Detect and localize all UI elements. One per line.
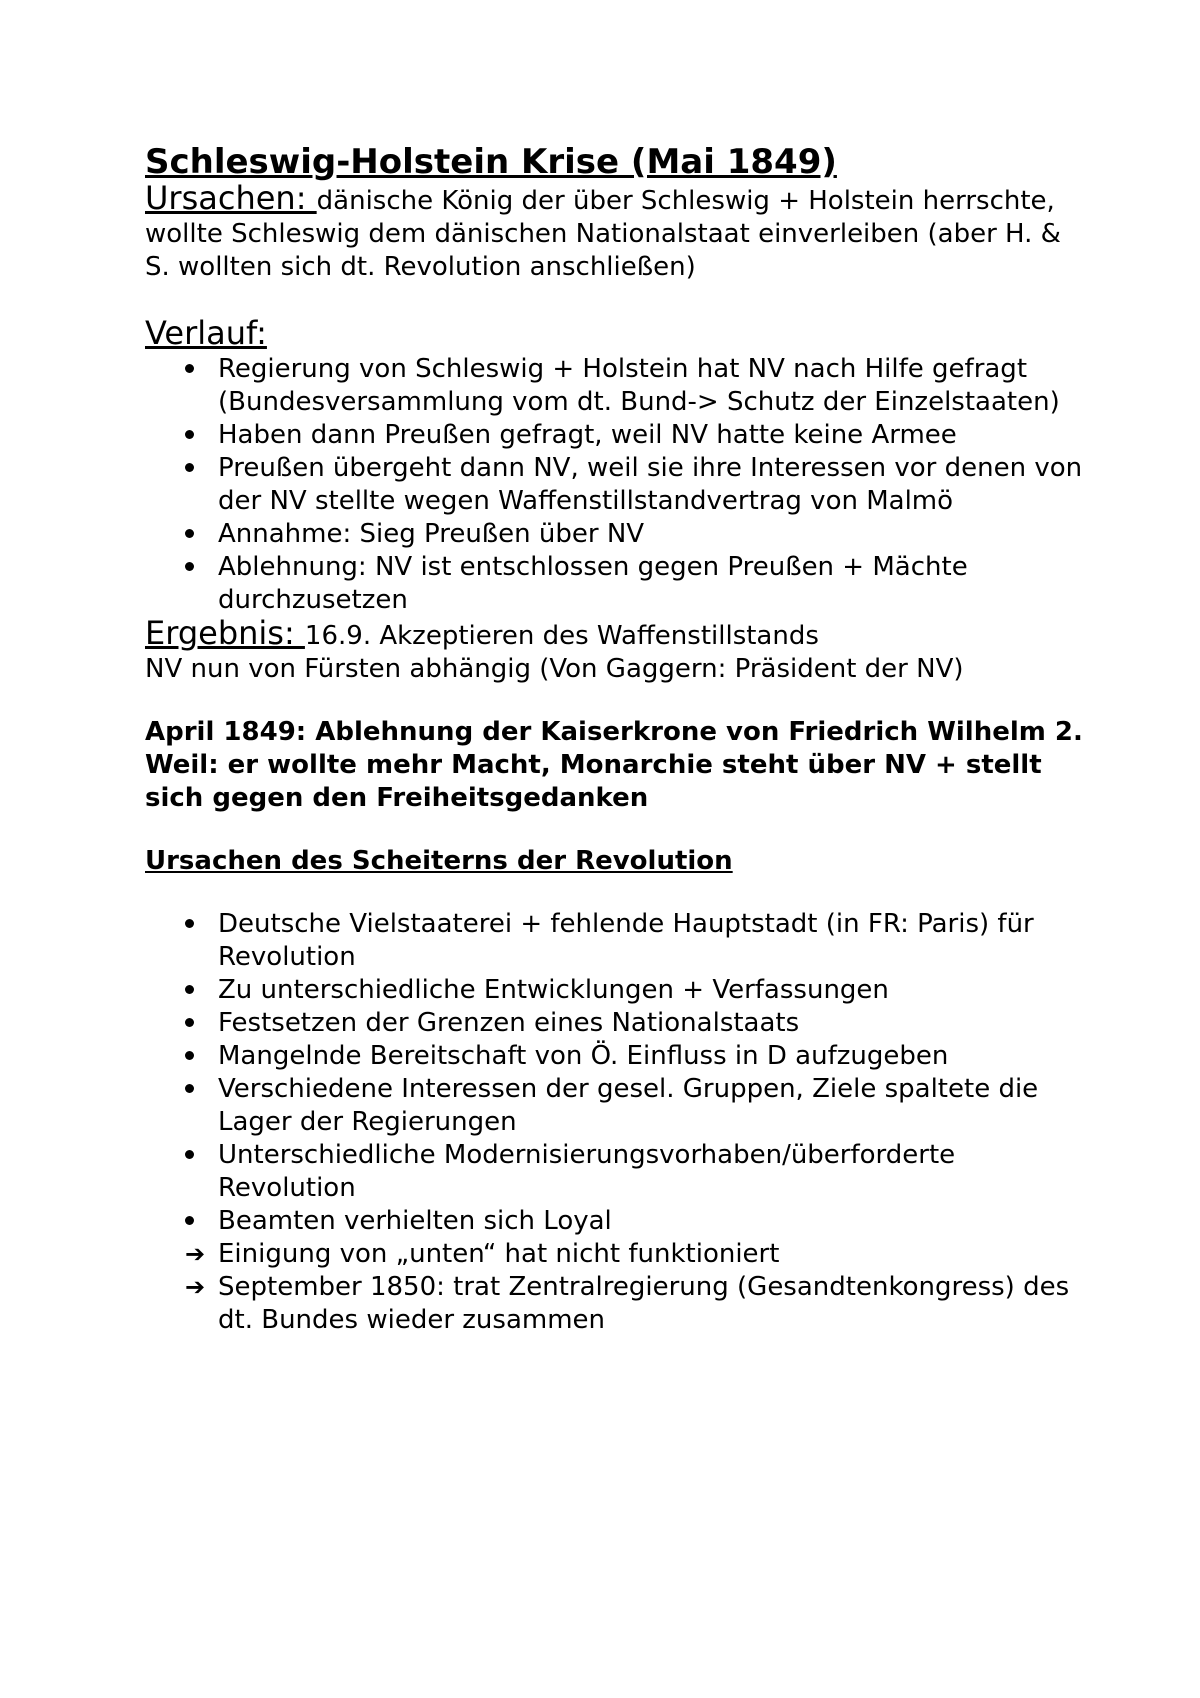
spacer [145, 815, 1085, 845]
april-line-1: April 1849: Ablehnung der Kaiserkrone von Friedrich Wilhelm 2. [145, 717, 1083, 747]
list-item [145, 419, 1085, 452]
list-item [145, 518, 1085, 551]
spacer [145, 284, 1085, 317]
document-title: Schleswig-Holstein Krise (Mai 1849) [145, 142, 837, 182]
list-item-text: Preußen übergeht dann NV, weil sie ihre Interessen vor denen von der NV stellte wegen Waffenstillstandvertrag von Malmö [218, 453, 1083, 516]
scheitern-heading: Ursachen des Scheiterns der Revolution [145, 846, 733, 876]
ursachen-paragraph [145, 179, 1085, 284]
list-item [145, 974, 1085, 1007]
document-page [145, 142, 1085, 1337]
list-item [145, 551, 1085, 617]
arrow-right-icon: ➔ [185, 1240, 206, 1268]
list-item [145, 1073, 1085, 1139]
list-item-text: Beamten verhielten sich Loyal [218, 1206, 612, 1236]
list-item-text: Annahme: Sieg Preußen über NV [218, 519, 645, 549]
list-item-text: Verschiedene Interessen der gesel. Gruppen, Ziele spaltete die Lager der Regierungen [218, 1074, 1039, 1137]
list-item [145, 1040, 1085, 1073]
list-item [145, 1205, 1085, 1238]
ursachen-text: dänische König der über Schleswig + Holstein herrschte, wollte Schleswig dem dänischen Nationalstaat einverleiben (aber H. & S. wollten sich dt. Revolution anschließen) [145, 186, 1061, 282]
verlauf-heading-line [145, 314, 1085, 353]
ergebnis-line-2: NV nun von Fürsten abhängig (Von Gaggern: Präsident der NV) [145, 654, 964, 684]
spacer [145, 686, 1085, 716]
list-item [145, 908, 1085, 974]
list-item [145, 1007, 1085, 1040]
ursachen-heading: Ursachen: [145, 179, 317, 217]
verlauf-list [145, 353, 1085, 617]
list-item-text: Regierung von Schleswig + Holstein hat NV nach Hilfe gefragt (Bundesversammlung vom dt. Bund-> Schutz der Einzelstaaten) [218, 354, 1060, 417]
list-item-text: Ablehnung: NV ist entschlossen gegen Preußen + Mächte durchzusetzen [218, 552, 968, 615]
ergebnis-paragraph [145, 614, 1085, 653]
list-item-text: September 1850: trat Zentralregierung (Gesandtenkongress) des dt. Bundes wieder zusammen [218, 1272, 1070, 1335]
verlauf-heading: Verlauf: [145, 314, 267, 352]
arrow-right-icon: ➔ [185, 1273, 206, 1301]
scheitern-list [145, 908, 1085, 1337]
ergebnis-heading: Ergebnis: [145, 614, 305, 652]
list-item [145, 353, 1085, 419]
list-item-text: Einigung von „unten“ hat nicht funktioniert [218, 1239, 780, 1269]
list-item [145, 452, 1085, 518]
list-item-text: Unterschiedliche Modernisierungsvorhaben/überforderte Revolution [218, 1140, 956, 1203]
list-item [145, 1139, 1085, 1205]
ergebnis-line-1: 16.9. Akzeptieren des Waffenstillstands [304, 621, 819, 651]
list-item [145, 1271, 1085, 1337]
list-item-text: Haben dann Preußen gefragt, weil NV hatte keine Armee [218, 420, 957, 450]
spacer [145, 878, 1085, 908]
list-item-text: Deutsche Vielstaaterei + fehlende Hauptstadt (in FR: Paris) für Revolution [218, 909, 1034, 972]
april-line-2: Weil: er wollte mehr Macht, Monarchie steht über NV + stellt sich gegen den Freiheitsgedanken [145, 750, 1042, 813]
list-item [145, 1238, 1085, 1271]
list-item-text: Festsetzen der Grenzen eines Nationalstaats [218, 1008, 800, 1038]
list-item-text: Zu unterschiedliche Entwicklungen + Verfassungen [218, 975, 889, 1005]
list-item-text: Mangelnde Bereitschaft von Ö. Einfluss in D aufzugeben [218, 1041, 949, 1071]
